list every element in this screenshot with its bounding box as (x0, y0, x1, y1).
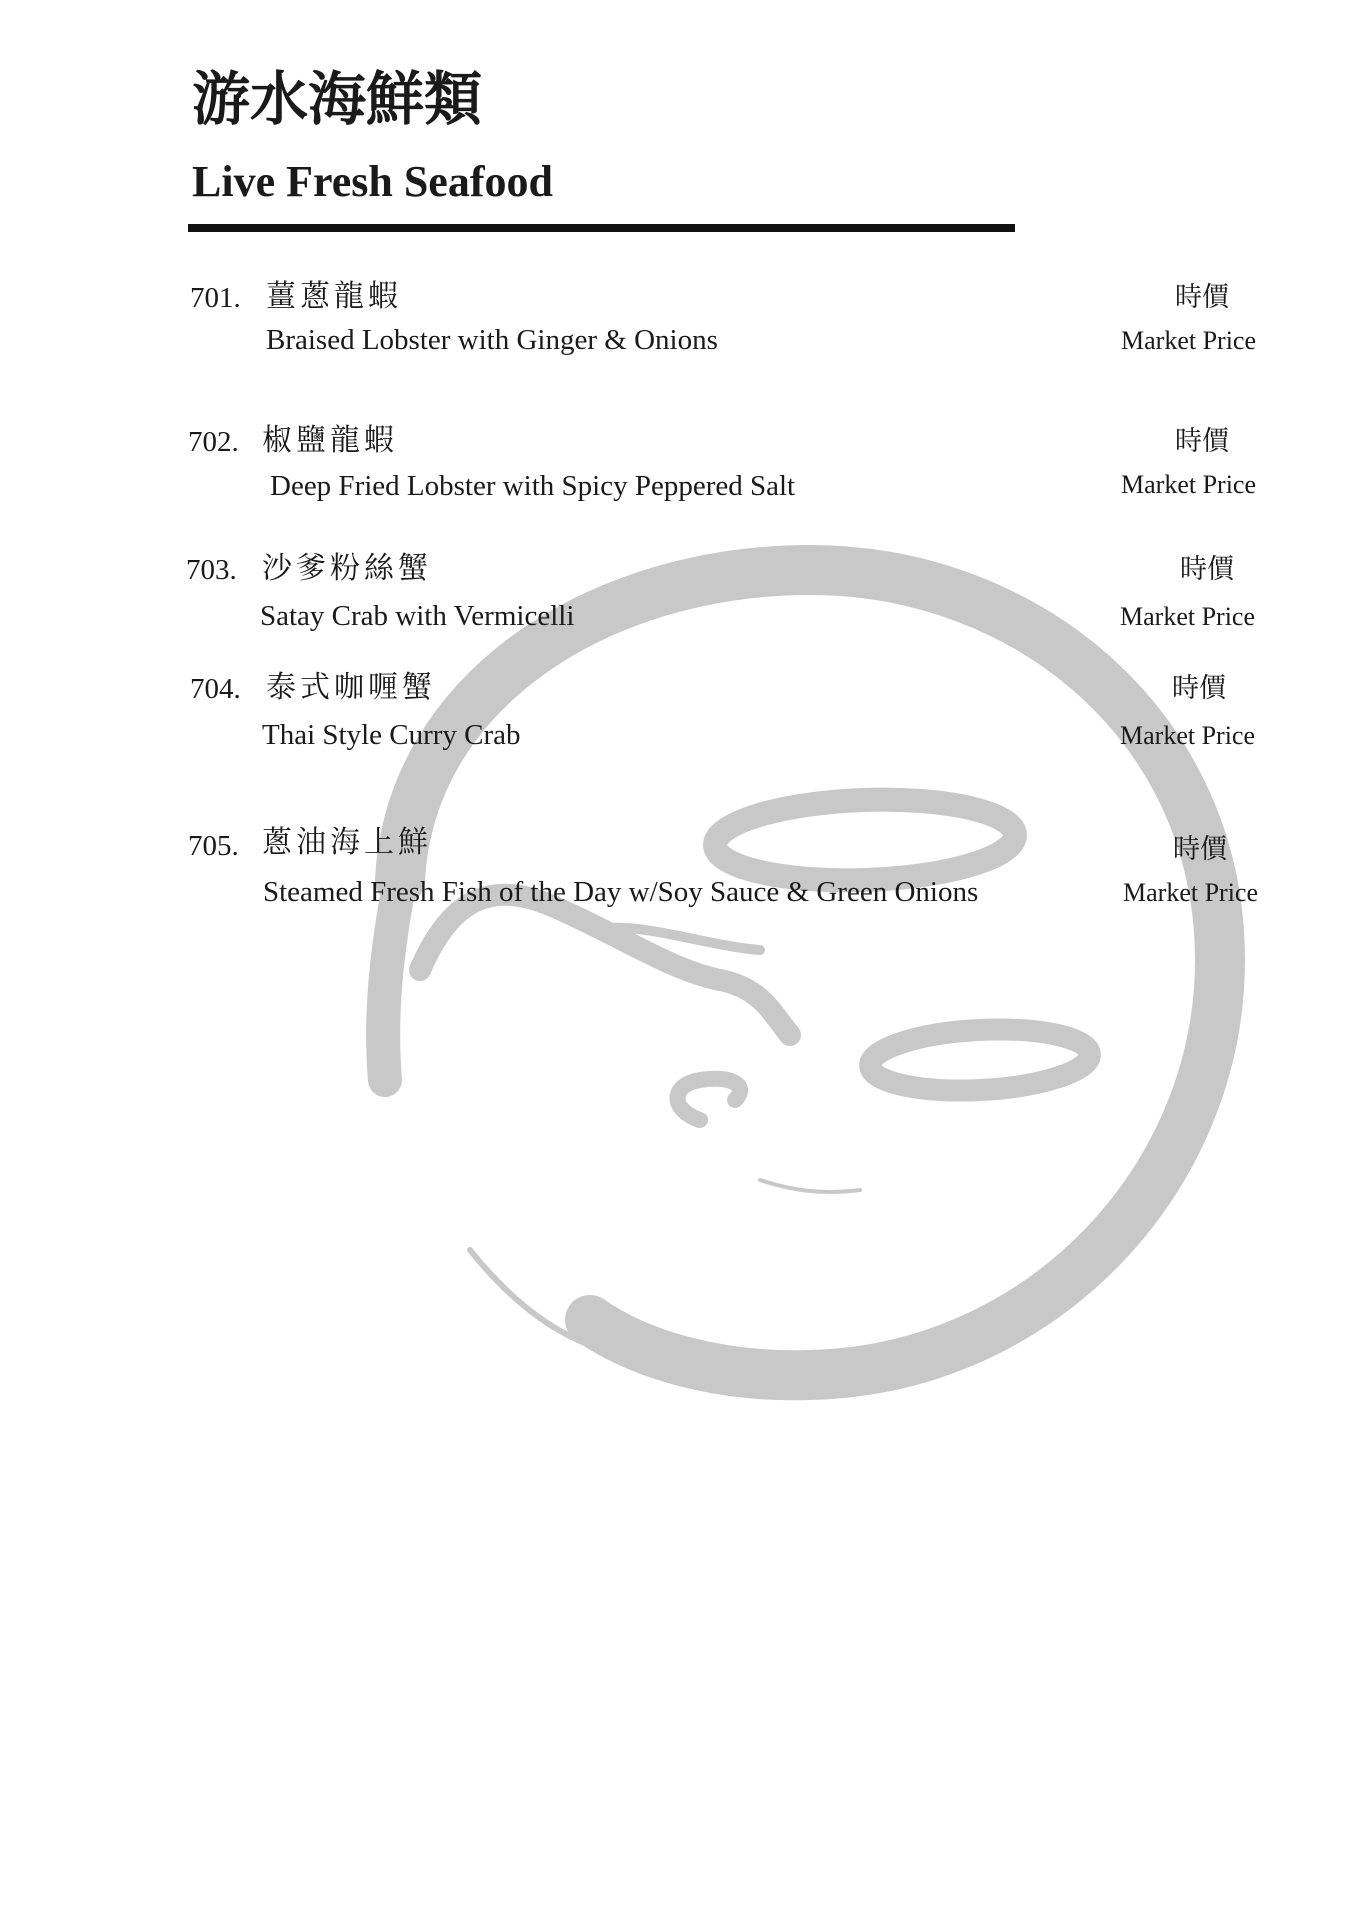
item-name-en: Steamed Fresh Fish of the Day w/Soy Sauce & Green Onions (263, 876, 979, 908)
item-number: 702. (188, 426, 239, 458)
item-price-zh: 時價 (1172, 673, 1226, 704)
item-name-zh: 椒鹽龍蝦 (262, 423, 398, 458)
section-title-en: Live Fresh Seafood (192, 157, 553, 206)
item-name-en: Satay Crab with Vermicelli (260, 600, 575, 632)
item-number: 704. (190, 673, 241, 705)
brush-logo-watermark-icon (340, 540, 1270, 1420)
item-number: 703. (186, 554, 237, 586)
item-name-en: Braised Lobster with Ginger & Onions (266, 324, 718, 356)
item-number: 705. (188, 830, 239, 862)
item-price-en: Market Price (1123, 878, 1259, 907)
item-name-en: Deep Fried Lobster with Spicy Peppered Salt (270, 470, 796, 502)
item-name-zh: 沙爹粉絲蟹 (262, 551, 432, 586)
item-price-zh: 時價 (1175, 282, 1229, 313)
item-name-en: Thai Style Curry Crab (262, 719, 521, 751)
item-price-zh: 時價 (1175, 426, 1229, 457)
title-divider (188, 224, 1015, 232)
item-price-en: Market Price (1120, 602, 1256, 631)
item-price-zh: 時價 (1180, 554, 1234, 585)
item-name-zh: 薑蔥龍蝦 (266, 279, 402, 314)
item-number: 701. (190, 282, 241, 314)
item-name-zh: 蔥油海上鮮 (262, 825, 432, 860)
item-price-en: Market Price (1121, 326, 1257, 355)
item-price-en: Market Price (1121, 470, 1257, 499)
item-name-zh: 泰式咖喱蟹 (266, 670, 436, 705)
section-title-zh: 游水海鮮類 (192, 65, 483, 133)
item-price-zh: 時價 (1173, 834, 1227, 865)
item-price-en: Market Price (1120, 721, 1256, 750)
